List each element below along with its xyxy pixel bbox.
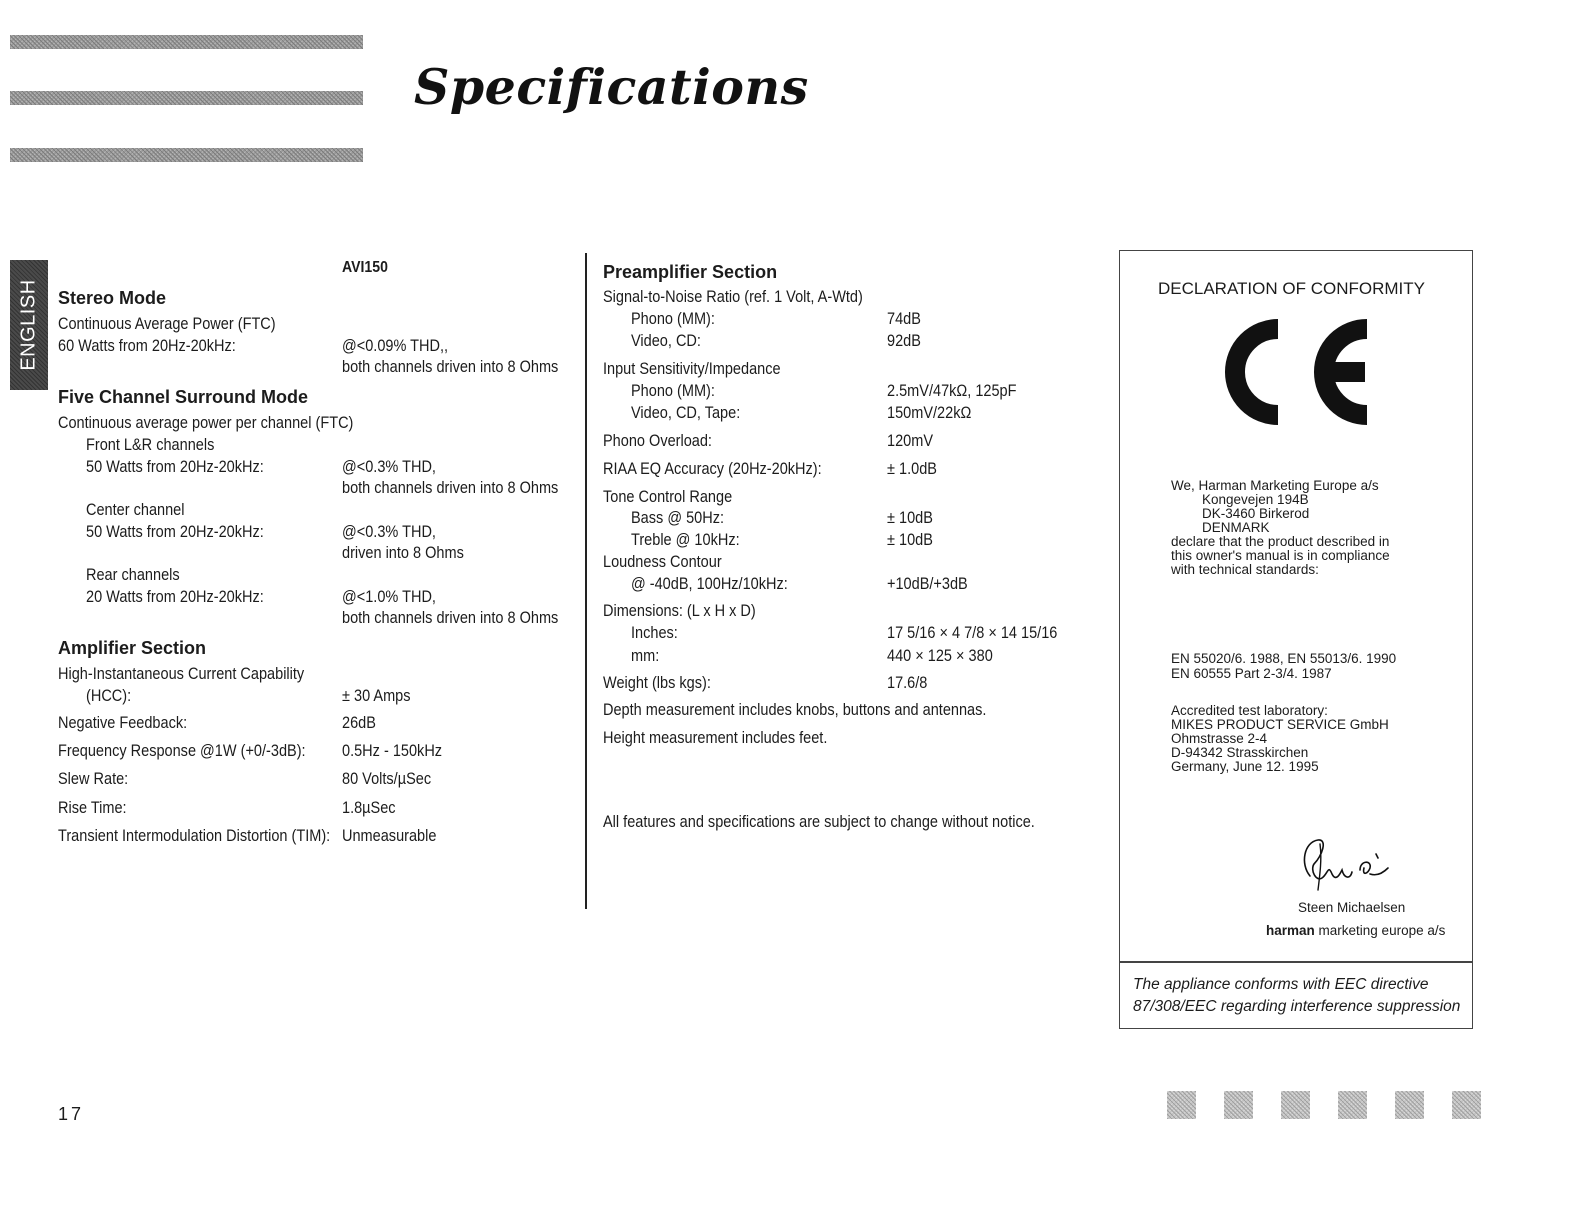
spec-label: Bass @ 50Hz: xyxy=(631,509,725,527)
spec-label: Video, CD: xyxy=(631,332,701,350)
declare-line-2: this owner's manual is in compliance xyxy=(1171,548,1390,563)
lab-line-4: D-94342 Strasskirchen xyxy=(1171,745,1309,760)
surround-mode-heading: Five Channel Surround Mode xyxy=(58,387,309,407)
standards-line-1: EN 55020/6. 1988, EN 55013/6. 1990 xyxy=(1171,651,1397,666)
preamplifier-section-heading: Preamplifier Section xyxy=(603,262,778,282)
spec-label: Input Sensitivity/Impedance xyxy=(603,360,781,378)
header-bar-top xyxy=(10,35,363,49)
column-divider xyxy=(585,253,587,909)
spec-value: ± 30 Amps xyxy=(342,687,411,705)
footer-square-1 xyxy=(1167,1091,1196,1119)
spec-value: 92dB xyxy=(887,332,921,350)
model-name: AVI150 xyxy=(342,259,388,276)
spec-label: Negative Feedback: xyxy=(58,714,188,732)
spec-value: 150mV/22kΩ xyxy=(887,404,972,422)
directive-line-1: The appliance conforms with EEC directive xyxy=(1133,976,1429,993)
stereo-value-2: both channels driven into 8 Ohms xyxy=(342,358,559,376)
spec-label: Video, CD, Tape: xyxy=(631,404,741,422)
company-name-rest: marketing europe a/s xyxy=(1314,923,1446,938)
lab-line-5: Germany, June 12. 1995 xyxy=(1171,759,1319,774)
spec-label: RIAA EQ Accuracy (20Hz-20kHz): xyxy=(603,460,822,478)
spec-value: 26dB xyxy=(342,714,376,732)
spec-label: Phono Overload: xyxy=(603,432,712,450)
spec-label: (HCC): xyxy=(86,687,132,705)
address-line-3: DENMARK xyxy=(1202,520,1270,535)
amplifier-section-heading: Amplifier Section xyxy=(58,638,207,658)
center-channel-spec: 50 Watts from 20Hz-20kHz: xyxy=(86,523,264,541)
page-title: Specifications xyxy=(414,58,809,116)
spec-label: mm: xyxy=(631,647,660,665)
spec-label: Dimensions: (L x H x D) xyxy=(603,602,756,620)
front-channels-value-2: both channels driven into 8 Ohms xyxy=(342,479,559,497)
lab-line-3: Ohmstrasse 2-4 xyxy=(1171,731,1268,746)
declare-line-3: with technical standards: xyxy=(1171,562,1319,577)
spec-value: 17.6/8 xyxy=(887,674,928,692)
spec-value: ± 10dB xyxy=(887,531,933,549)
rear-channels-spec: 20 Watts from 20Hz-20kHz: xyxy=(86,588,264,606)
spec-value: Unmeasurable xyxy=(342,827,437,845)
spec-label: Signal-to-Noise Ratio (ref. 1 Volt, A-Wtd) xyxy=(603,288,863,306)
footer-square-6 xyxy=(1452,1091,1481,1119)
spec-label: Phono (MM): xyxy=(631,382,715,400)
spec-label: Slew Rate: xyxy=(58,770,129,788)
header-bar-bottom xyxy=(10,148,363,162)
spec-label: Rise Time: xyxy=(58,799,127,817)
declaration-title: DECLARATION OF CONFORMITY xyxy=(1158,279,1425,298)
footer-square-2 xyxy=(1224,1091,1253,1119)
language-tab xyxy=(10,260,48,390)
rear-channels-label: Rear channels xyxy=(86,566,180,584)
ce-mark-icon xyxy=(1220,317,1372,427)
footer-square-3 xyxy=(1281,1091,1310,1119)
footer-square-5 xyxy=(1395,1091,1424,1119)
height-note: Height measurement includes feet. xyxy=(603,729,828,747)
spec-label: Tone Control Range xyxy=(603,488,733,506)
surround-line-1: Continuous average power per channel (FTC) xyxy=(58,414,354,432)
spec-label: Phono (MM): xyxy=(631,310,715,328)
standards-line-2: EN 60555 Part 2-3/4. 1987 xyxy=(1171,666,1332,681)
spec-value: +10dB/+3dB xyxy=(887,575,968,593)
lab-line-2: MIKES PRODUCT SERVICE GmbH xyxy=(1171,717,1389,732)
company-line xyxy=(1266,924,1445,938)
spec-value: 74dB xyxy=(887,310,921,328)
center-channel-value-1: @<0.3% THD, xyxy=(342,523,436,541)
signature-icon xyxy=(1298,834,1394,894)
declarant-line: We, Harman Marketing Europe a/s xyxy=(1171,478,1379,493)
declare-line-1: declare that the product described in xyxy=(1171,534,1390,549)
spec-value: 17 5/16 × 4 7/8 × 14 15/16 xyxy=(887,624,1058,642)
spec-label: Treble @ 10kHz: xyxy=(631,531,740,549)
stereo-value-1: @<0.09% THD,, xyxy=(342,337,449,355)
declaration-separator xyxy=(1120,961,1472,963)
spec-label: Loudness Contour xyxy=(603,553,722,571)
front-channels-label: Front L&R channels xyxy=(86,436,215,454)
rear-channels-value-1: @<1.0% THD, xyxy=(342,588,436,606)
depth-note: Depth measurement includes knobs, buttons and antennas. xyxy=(603,701,987,719)
spec-value: 80 Volts/µSec xyxy=(342,770,432,788)
spec-value: 440 × 125 × 380 xyxy=(887,647,993,665)
center-channel-value-2: driven into 8 Ohms xyxy=(342,544,464,562)
header-bar-middle xyxy=(10,91,363,105)
lab-line-1: Accredited test laboratory: xyxy=(1171,703,1328,718)
address-line-2: DK-3460 Birkerod xyxy=(1202,506,1310,521)
spec-label: Inches: xyxy=(631,624,678,642)
declaration-of-conformity-box xyxy=(1119,250,1473,1029)
spec-label: Frequency Response @1W (+0/-3dB): xyxy=(58,742,306,760)
front-channels-value-1: @<0.3% THD, xyxy=(342,458,436,476)
spec-label: Weight (lbs kgs): xyxy=(603,674,711,692)
language-tab-label: ENGLISH xyxy=(17,279,40,371)
change-notice: All features and specifications are subject to change without notice. xyxy=(603,813,1035,831)
spec-label: @ -40dB, 100Hz/10kHz: xyxy=(631,575,788,593)
center-channel-label: Center channel xyxy=(86,501,185,519)
stereo-line-1: Continuous Average Power (FTC) xyxy=(58,315,276,333)
spec-value: ± 1.0dB xyxy=(887,460,937,478)
stereo-line-2: 60 Watts from 20Hz-20kHz: xyxy=(58,337,236,355)
signer-name: Steen Michaelsen xyxy=(1298,900,1406,915)
rear-channels-value-2: both channels driven into 8 Ohms xyxy=(342,609,559,627)
stereo-mode-heading: Stereo Mode xyxy=(58,288,167,308)
spec-label: Transient Intermodulation Distortion (TIM): xyxy=(58,827,331,845)
spec-value: 0.5Hz - 150kHz xyxy=(342,742,443,760)
footer-square-4 xyxy=(1338,1091,1367,1119)
spec-label: High-Instantaneous Current Capability xyxy=(58,665,305,683)
company-name-bold: harman xyxy=(1266,923,1315,938)
spec-value: 120mV xyxy=(887,432,934,450)
spec-value: 1.8µSec xyxy=(342,799,396,817)
directive-line-2: 87/308/EEC regarding interference suppression xyxy=(1133,998,1461,1015)
front-channels-spec: 50 Watts from 20Hz-20kHz: xyxy=(86,458,264,476)
spec-value: ± 10dB xyxy=(887,509,933,527)
spec-value: 2.5mV/47kΩ, 125pF xyxy=(887,382,1017,400)
page-number: 17 xyxy=(58,1104,85,1124)
address-line-1: Kongevejen 194B xyxy=(1202,492,1309,507)
